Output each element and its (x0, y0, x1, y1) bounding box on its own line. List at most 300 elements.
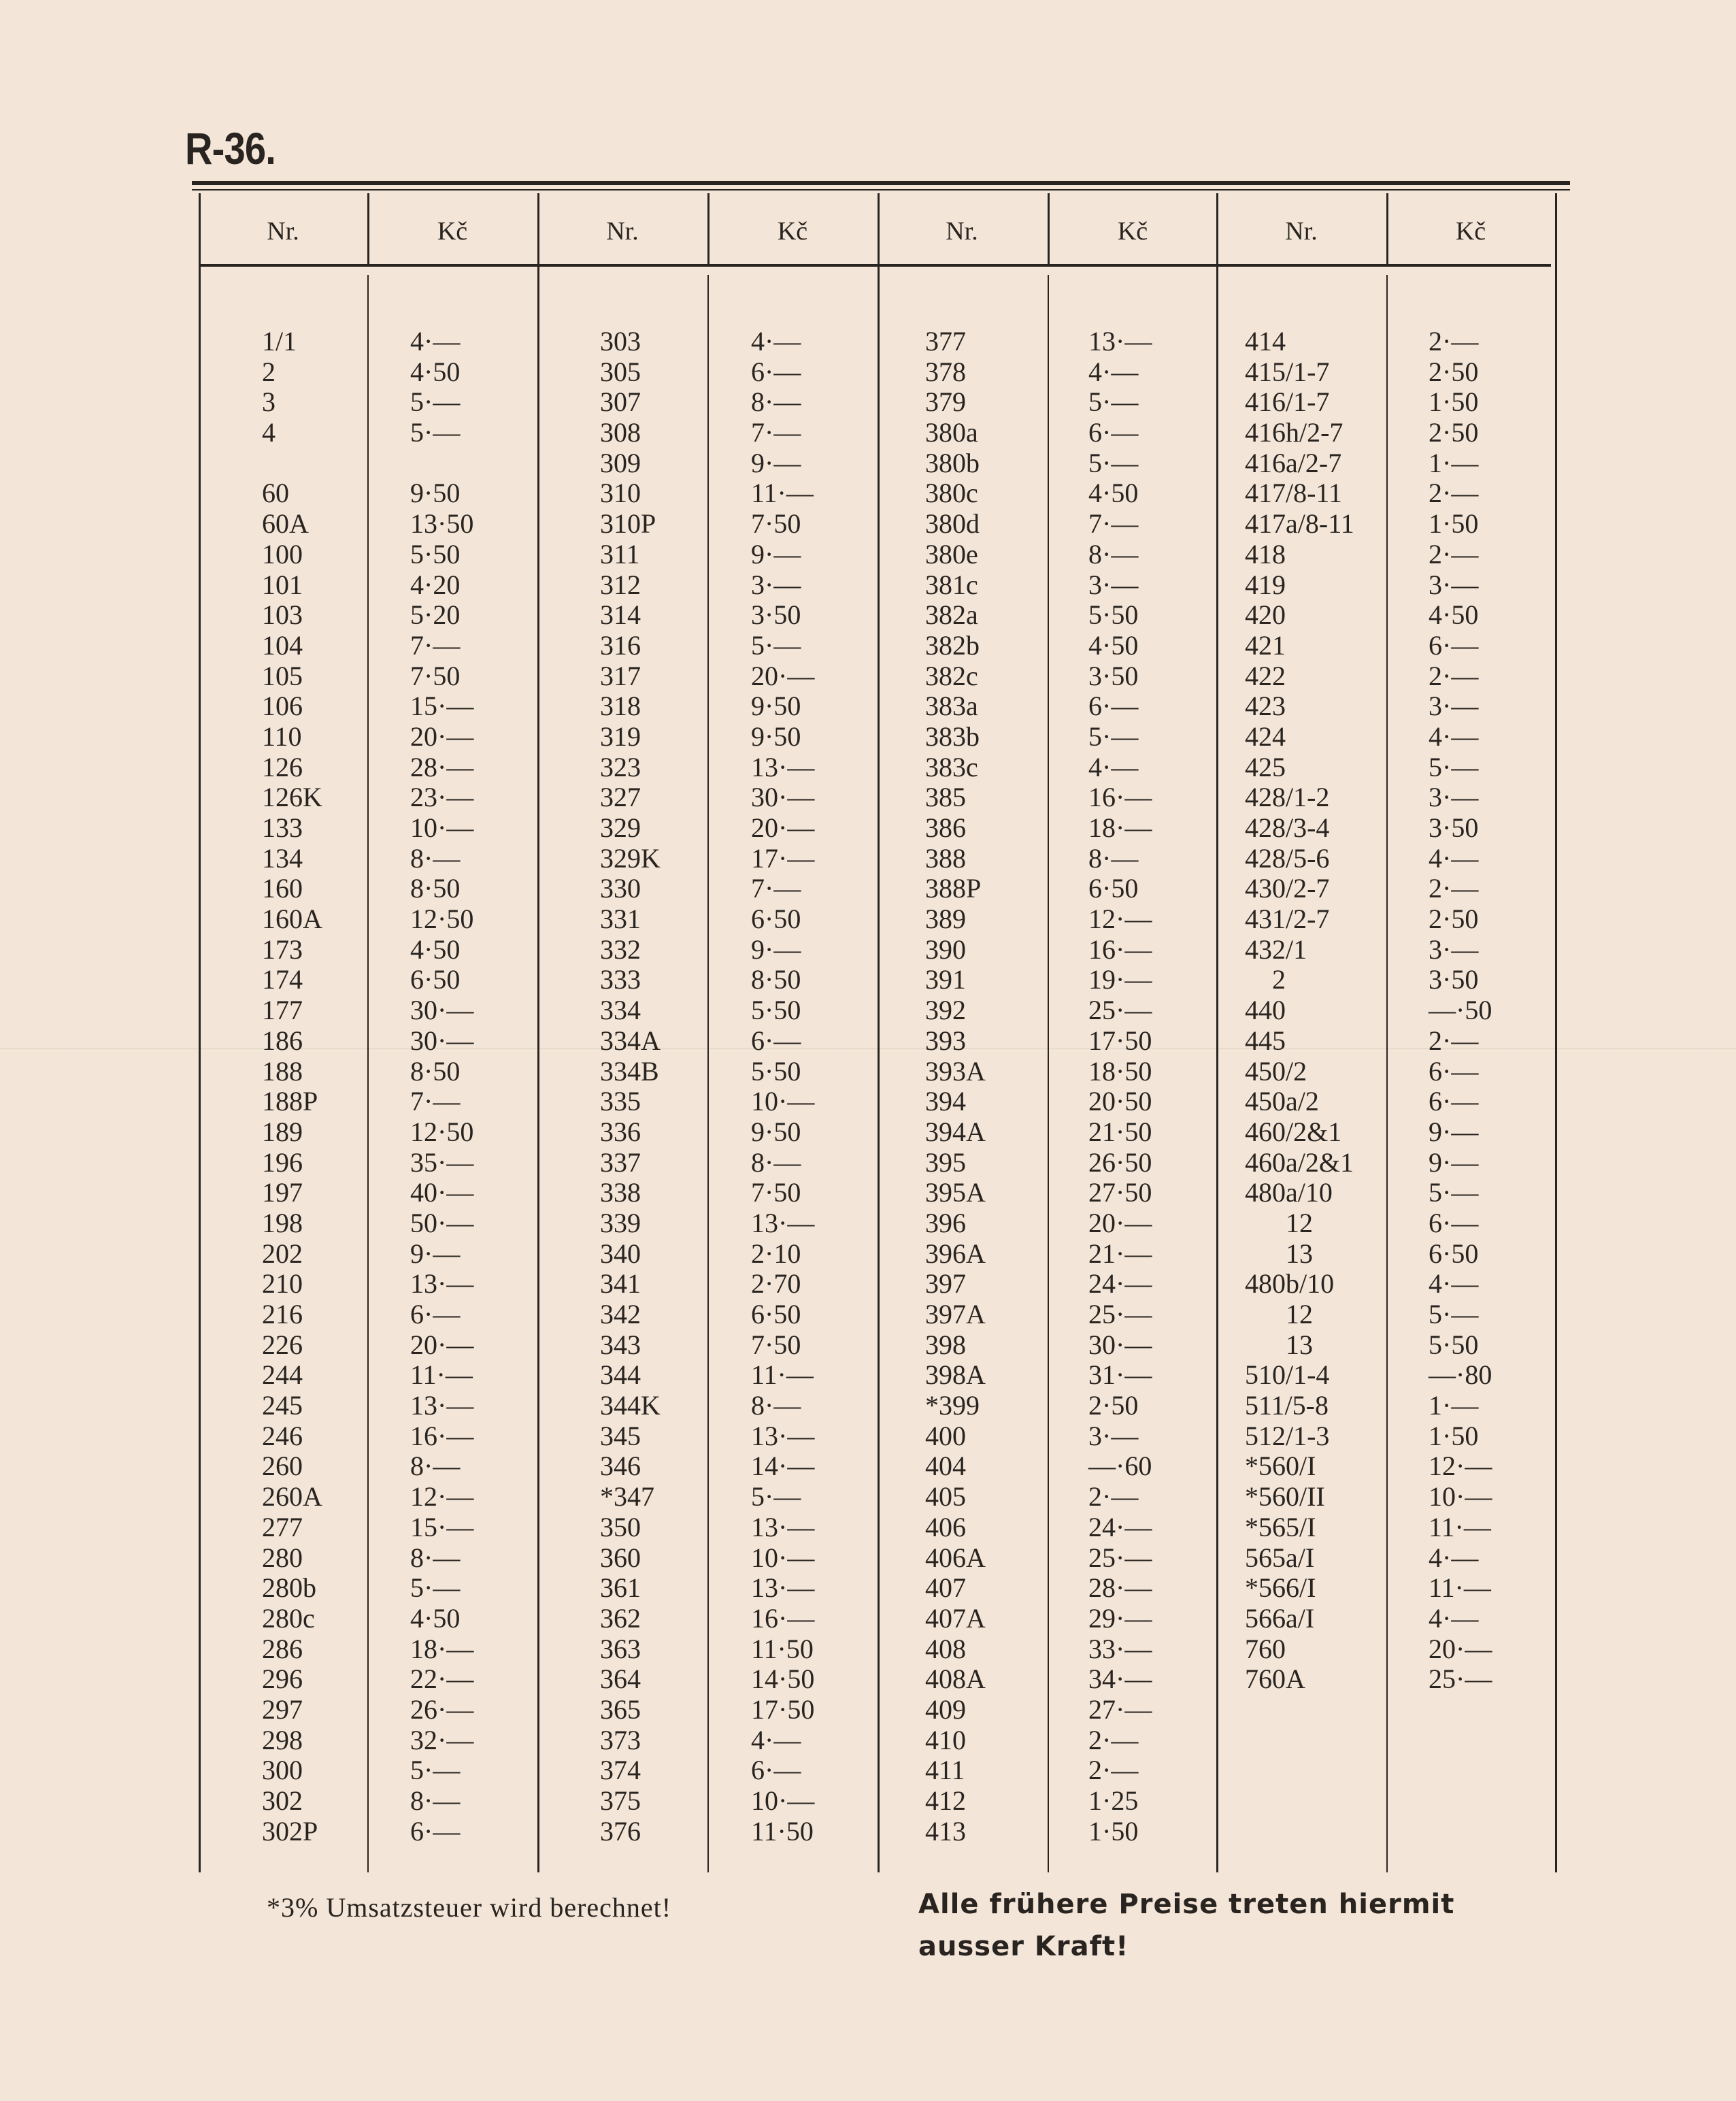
item-number-cell: 380c (925, 478, 978, 509)
nr-column-3 (925, 327, 1068, 1847)
price-cell: 21·50 (1088, 1116, 1152, 1147)
price-cell: 12·50 (410, 904, 474, 935)
price-cell: 7·50 (751, 1329, 801, 1360)
price-cell: 3·— (1429, 569, 1479, 600)
item-number-cell: 420 (1245, 599, 1286, 631)
price-cell: 3·— (1088, 1420, 1139, 1451)
item-number-cell: 318 (600, 691, 641, 722)
header-rule (199, 264, 1551, 267)
price-cell: 6·— (1429, 1055, 1479, 1087)
price-cell: 12·— (410, 1481, 474, 1512)
item-number-cell: 331 (600, 904, 641, 935)
item-number-cell: 189 (262, 1116, 303, 1147)
price-cell (410, 448, 546, 479)
price-cell: 4·— (1429, 842, 1479, 874)
price-cell: 8·— (1088, 538, 1139, 569)
item-number-cell: 407A (925, 1602, 986, 1634)
item-number-cell: 307 (600, 386, 641, 418)
item-number-cell: 2 (262, 356, 276, 387)
item-number-cell: 380e (925, 538, 978, 569)
price-cell: 4·— (1429, 1602, 1479, 1634)
price-cell: 26·50 (1088, 1146, 1152, 1178)
item-number-cell: 417/8-11 (1245, 478, 1342, 509)
price-cell: 2·50 (1429, 904, 1479, 935)
price-cell: 3·50 (1088, 660, 1139, 691)
item-number-cell: 362 (600, 1602, 641, 1634)
item-number-cell: 383a (925, 691, 978, 722)
item-number-cell: 394 (925, 1086, 966, 1117)
item-number-cell: 428/5-6 (1245, 842, 1330, 874)
item-number-cell: 382c (925, 660, 978, 691)
price-cell: 11·50 (751, 1815, 814, 1847)
item-number-cell: 327 (600, 782, 641, 813)
price-cell: 13·— (751, 1207, 815, 1238)
item-number-cell: 510/1-4 (1245, 1359, 1330, 1391)
price-cell: 22·— (410, 1664, 474, 1695)
price-cell: 2·10 (751, 1238, 801, 1269)
item-number-cell: 286 (262, 1633, 303, 1664)
notice-line-1: Alle frühere Preise treten hiermit (918, 1889, 1455, 1920)
item-number-cell: 202 (262, 1238, 303, 1269)
price-cell: 20·50 (1088, 1086, 1152, 1117)
item-number-cell: 394A (925, 1116, 986, 1147)
price-cell: 2·— (1088, 1755, 1139, 1786)
item-number-cell: 373 (600, 1724, 641, 1755)
item-number-cell: 396A (925, 1238, 986, 1269)
item-number-cell: 317 (600, 660, 641, 691)
item-number-cell: 380b (925, 447, 980, 478)
price-cell: 5·— (410, 417, 461, 448)
price-cell: 25·— (1429, 1664, 1492, 1695)
price-cell: 3·— (1088, 569, 1139, 600)
header-nr: Nr. (946, 217, 978, 246)
item-number-cell: 197 (262, 1177, 303, 1208)
price-cell: 5·50 (1088, 599, 1139, 631)
item-number-cell: 415/1-7 (1245, 356, 1330, 387)
price-cell: 33·— (1088, 1633, 1152, 1664)
price-cell: 16·— (751, 1602, 815, 1634)
price-cell: 11·— (1429, 1572, 1491, 1604)
price-cell: 3·— (1429, 782, 1479, 813)
price-cell: 13·50 (410, 508, 474, 540)
item-number-cell: 377 (925, 326, 966, 357)
price-cell: 1·50 (1088, 1815, 1139, 1847)
price-cell: 23·— (410, 782, 474, 813)
price-cell: 21·— (1088, 1238, 1152, 1269)
item-number-cell: 311 (600, 538, 640, 569)
item-number-cell: 105 (262, 660, 303, 691)
price-cell: 24·— (1088, 1268, 1152, 1300)
price-cell: 25·— (1088, 995, 1152, 1026)
price-cell: 4·50 (410, 1602, 461, 1634)
item-number-cell: 310 (600, 478, 641, 509)
item-number-cell: 126K (262, 782, 322, 813)
item-number-cell: 323 (600, 751, 641, 782)
item-number-cell: 566a/I (1245, 1602, 1315, 1634)
price-cell: 3·50 (1429, 964, 1479, 995)
nr-column-1 (262, 327, 405, 1847)
price-cell: 14·50 (751, 1664, 815, 1695)
item-number-cell: 302 (262, 1785, 303, 1816)
price-cell: 13·— (751, 1420, 815, 1451)
price-cell: 1·— (1429, 447, 1479, 478)
price-cell: 5·20 (410, 599, 461, 631)
price-cell: 9·50 (751, 1116, 801, 1147)
item-number-cell: 103 (262, 599, 303, 631)
price-cell: 5·50 (410, 538, 461, 569)
item-number-cell: 416h/2-7 (1245, 417, 1343, 448)
price-cell: 9·— (751, 447, 801, 478)
price-cell: 5·— (1088, 447, 1139, 478)
price-cell: 4·— (751, 1724, 801, 1755)
nr-column-4 (1245, 327, 1388, 1695)
price-cell: 4·20 (410, 569, 461, 600)
item-number-cell: 319 (600, 721, 641, 752)
item-number-cell: 393A (925, 1055, 986, 1087)
price-cell: 31·— (1088, 1359, 1152, 1391)
item-number-cell: 380a (925, 417, 978, 448)
item-number-cell: 411 (925, 1755, 965, 1786)
item-number-cell: 382b (925, 629, 980, 661)
price-cell: 2·50 (1088, 1390, 1139, 1421)
item-number-cell: 416a/2-7 (1245, 447, 1342, 478)
item-number-cell: 423 (1245, 691, 1286, 722)
item-number-cell: 397 (925, 1268, 966, 1300)
item-number-cell: *566/I (1245, 1572, 1316, 1604)
item-number-cell: 316 (600, 629, 641, 661)
notice-line-2: ausser Kraft! (918, 1931, 1129, 1962)
item-number-cell: 378 (925, 356, 966, 387)
item-number-cell: 334 (600, 995, 641, 1026)
item-number-cell: 100 (262, 538, 303, 569)
price-cell: 7·— (1088, 508, 1139, 540)
price-cell: 5·— (410, 1572, 461, 1604)
price-cell: 8·50 (410, 1055, 461, 1087)
price-cell: 4·— (751, 326, 801, 357)
item-number-cell: 309 (600, 447, 641, 478)
item-number-cell: 407 (925, 1572, 966, 1604)
item-number-cell: 417a/8-11 (1245, 508, 1354, 540)
price-cell: 20·— (410, 1329, 474, 1360)
price-cell: 3·— (1429, 933, 1479, 965)
item-number-cell: 280c (262, 1602, 315, 1634)
price-cell: 5·— (1088, 721, 1139, 752)
price-cell: 4·50 (1088, 478, 1139, 509)
price-cell: 13·— (751, 751, 815, 782)
item-number-cell: 480b/10 (1245, 1268, 1335, 1300)
price-cell: 10·— (410, 812, 474, 843)
item-number-cell: 361 (600, 1572, 641, 1604)
item-number-cell: 565a/I (1245, 1542, 1315, 1573)
price-cell: 5·50 (1429, 1329, 1479, 1360)
price-cell: 9·— (751, 933, 801, 965)
price-cell: 5·50 (751, 995, 801, 1026)
item-number-cell: 308 (600, 417, 641, 448)
item-number-cell: 404 (925, 1451, 966, 1482)
price-cell: 9·— (1429, 1146, 1479, 1178)
item-number-cell: 396 (925, 1207, 966, 1238)
item-number-cell: 4 (262, 417, 276, 448)
price-cell: 11·— (751, 1359, 814, 1391)
price-cell: 2·— (1429, 660, 1479, 691)
item-number-cell: 414 (1245, 326, 1286, 357)
item-number-cell: 460a/2&1 (1245, 1146, 1354, 1178)
price-cell: 13·— (410, 1390, 474, 1421)
price-cell: 12·50 (410, 1116, 474, 1147)
item-number-cell: 188 (262, 1055, 303, 1087)
price-cell: 6·50 (410, 964, 461, 995)
item-number-cell: 246 (262, 1420, 303, 1451)
price-cell: 12·— (1088, 904, 1152, 935)
item-number-cell: 300 (262, 1755, 303, 1786)
item-number-cell: 1/1 (262, 326, 297, 357)
item-number-cell: 383c (925, 751, 978, 782)
price-cell: 4·— (1429, 1542, 1479, 1573)
item-number-cell: 382a (925, 599, 978, 631)
price-cell: 9·— (410, 1238, 461, 1269)
item-number-cell: 104 (262, 629, 303, 661)
item-number-cell: 412 (925, 1785, 966, 1816)
price-cell: 26·— (410, 1693, 474, 1725)
notice (918, 1883, 1531, 1968)
item-number-cell: 391 (925, 964, 966, 995)
price-cell: 5·— (1429, 1299, 1479, 1329)
price-cell: 4·50 (410, 356, 461, 387)
price-cell: 9·50 (751, 691, 801, 722)
price-cell: 6·— (751, 356, 801, 387)
price-cell: 6·— (410, 1299, 461, 1329)
price-cell: 8·— (751, 386, 801, 418)
price-cell: 6·— (751, 1755, 801, 1786)
item-number-cell: 409 (925, 1693, 966, 1725)
item-number-cell: 133 (262, 812, 303, 843)
price-cell: 18·50 (1088, 1055, 1152, 1087)
item-number-cell: 424 (1245, 721, 1286, 752)
price-cell: 16·— (1088, 933, 1152, 965)
price-cell: 8·50 (410, 873, 461, 904)
item-number-cell: 380d (925, 508, 980, 540)
header-kc: Kč (437, 217, 468, 246)
item-number-cell: 445 (1245, 1025, 1286, 1056)
item-number-cell: 245 (262, 1390, 303, 1421)
item-number-cell: 314 (600, 599, 641, 631)
price-cell: 4·— (410, 326, 461, 357)
item-number-cell: *399 (925, 1390, 980, 1421)
item-number-cell: 260A (262, 1481, 322, 1512)
item-number-cell: 760A (1245, 1664, 1305, 1695)
price-cell: 50·— (410, 1207, 474, 1238)
item-number-cell: 379 (925, 386, 966, 418)
item-number-cell: 450/2 (1245, 1055, 1307, 1087)
price-cell: 4·— (1088, 751, 1139, 782)
kc-column-1 (410, 327, 546, 1847)
item-number-cell: 13 (1245, 1329, 1313, 1360)
kc-column-3 (1088, 327, 1224, 1847)
price-cell: 6·— (1088, 691, 1139, 722)
price-cell: 8·— (751, 1146, 801, 1178)
price-cell: 2·— (1429, 1025, 1479, 1056)
price-cell: 2·50 (1429, 417, 1479, 448)
price-cell: 15·— (410, 691, 474, 722)
header-nr: Nr. (1285, 217, 1318, 246)
item-number-cell: 428/1-2 (1245, 782, 1330, 813)
price-cell: 2·70 (751, 1268, 801, 1300)
price-cell: 2·— (1429, 538, 1479, 569)
price-cell: 9·50 (410, 478, 461, 509)
price-cell: 8·— (410, 842, 461, 874)
price-cell: —·80 (1429, 1359, 1492, 1391)
item-number-cell: 330 (600, 873, 641, 904)
price-cell: 17·50 (1088, 1025, 1152, 1056)
price-cell: 6·— (1429, 1207, 1479, 1238)
item-number-cell: 393 (925, 1025, 966, 1056)
item-number-cell: 302P (262, 1815, 318, 1847)
price-cell: —·60 (1088, 1451, 1152, 1482)
item-number-cell: 400 (925, 1420, 966, 1451)
price-cell: 28·— (1088, 1572, 1152, 1604)
item-number-cell: 312 (600, 569, 641, 600)
price-cell: 20·— (410, 721, 474, 752)
item-number-cell: 431/2-7 (1245, 904, 1330, 935)
price-cell: 30·— (410, 1025, 474, 1056)
price-cell: 14·— (751, 1451, 815, 1482)
item-number-cell: 280 (262, 1542, 303, 1573)
item-number-cell: 760 (1245, 1633, 1286, 1664)
price-cell: 20·— (1429, 1633, 1492, 1664)
price-cell: 2·— (1088, 1724, 1139, 1755)
item-number-cell: 430/2-7 (1245, 873, 1330, 904)
header-nr: Nr. (606, 217, 639, 246)
price-cell: 5·— (1088, 386, 1139, 418)
price-cell: 1·50 (1429, 508, 1479, 540)
item-number-cell: *347 (600, 1481, 654, 1512)
price-cell: 4·— (1429, 1268, 1479, 1300)
item-number-cell: 408A (925, 1664, 986, 1695)
item-number-cell: 334B (600, 1055, 659, 1087)
price-cell: 20·— (751, 812, 815, 843)
price-cell: 18·— (410, 1633, 474, 1664)
item-number-cell: 388P (925, 873, 982, 904)
item-number-cell: *560/I (1245, 1451, 1316, 1482)
item-number-cell: 341 (600, 1268, 641, 1300)
item-number-cell: 376 (600, 1815, 641, 1847)
item-number-cell: 280b (262, 1572, 316, 1604)
column-divider (707, 193, 710, 267)
price-cell: 2·— (1429, 478, 1479, 509)
item-number-cell: 334A (600, 1025, 661, 1056)
item-number-cell: 60A (262, 508, 309, 540)
price-cell: 5·— (1429, 751, 1479, 782)
price-cell: 3·— (1429, 691, 1479, 722)
kc-column-4 (1429, 327, 1565, 1695)
item-number-cell: 332 (600, 933, 641, 965)
item-number-cell: 2 (1245, 964, 1286, 995)
item-number-cell: 210 (262, 1268, 303, 1300)
item-number-cell: 389 (925, 904, 966, 935)
price-cell: 27·50 (1088, 1177, 1152, 1208)
price-cell: 13·— (410, 1268, 474, 1300)
item-number-cell: 432/1 (1245, 933, 1307, 965)
header-nr: Nr. (267, 217, 299, 246)
price-cell: 7·— (751, 873, 801, 904)
header-kc: Kč (1117, 217, 1148, 246)
price-cell: 24·— (1088, 1511, 1152, 1542)
price-cell: 8·50 (751, 964, 801, 995)
item-number-cell: 398 (925, 1329, 966, 1360)
item-number-cell: 244 (262, 1359, 303, 1391)
item-number-cell: 344K (600, 1390, 661, 1421)
item-number-cell: 440 (1245, 995, 1286, 1026)
price-cell: 1·50 (1429, 386, 1479, 418)
item-number-cell: 374 (600, 1755, 641, 1786)
item-number-cell: 329K (600, 842, 661, 874)
item-number-cell: 397A (925, 1299, 986, 1329)
item-number-cell: 134 (262, 842, 303, 874)
price-cell: 8·— (751, 1390, 801, 1421)
document-title: R-36. (185, 123, 276, 173)
price-cell: 15·— (410, 1511, 474, 1542)
item-number-cell: 160A (262, 904, 322, 935)
price-cell: 28·— (410, 751, 474, 782)
price-cell: —·50 (1429, 995, 1492, 1026)
item-number-cell: 460/2&1 (1245, 1116, 1342, 1147)
item-number-cell: 395A (925, 1177, 986, 1208)
price-cell: 6·— (1088, 417, 1139, 448)
item-number-cell: 110 (262, 721, 302, 752)
nr-column-2 (600, 327, 743, 1847)
item-number-cell: *565/I (1245, 1511, 1316, 1542)
item-number-cell: 342 (600, 1299, 641, 1329)
item-number-cell: 13 (1245, 1238, 1313, 1269)
item-number-cell: 385 (925, 782, 966, 813)
item-number-cell: 346 (600, 1451, 641, 1482)
price-cell: 3·— (751, 569, 801, 600)
item-number-cell: 3 (262, 386, 276, 418)
item-number-cell: 173 (262, 933, 303, 965)
price-cell: 10·— (751, 1542, 815, 1573)
header-kc: Kč (777, 217, 808, 246)
item-number-cell: 398A (925, 1359, 986, 1391)
item-number-cell: 12 (1245, 1299, 1313, 1329)
top-rule (192, 181, 1570, 185)
item-number-cell: 305 (600, 356, 641, 387)
item-number-cell: 365 (600, 1693, 641, 1725)
item-number-cell: 126 (262, 751, 303, 782)
item-number-cell: 383b (925, 721, 980, 752)
item-number-cell: 188P (262, 1086, 318, 1117)
item-number-cell: 345 (600, 1420, 641, 1451)
item-number-cell: 405 (925, 1481, 966, 1512)
price-cell: 40·— (410, 1177, 474, 1208)
price-cell: 8·— (1088, 842, 1139, 874)
item-number-cell: 395 (925, 1146, 966, 1178)
item-number-cell: 12 (1245, 1207, 1313, 1238)
item-number-cell: 297 (262, 1693, 303, 1725)
item-number-cell: 512/1-3 (1245, 1420, 1330, 1451)
item-number-cell: 303 (600, 326, 641, 357)
item-number-cell: 350 (600, 1511, 641, 1542)
item-number-cell: 421 (1245, 629, 1286, 661)
price-cell: 16·— (410, 1420, 474, 1451)
item-number-cell: 410 (925, 1724, 966, 1755)
price-cell: 1·— (1429, 1390, 1479, 1421)
price-cell: 20·— (1088, 1207, 1152, 1238)
item-number-cell: 196 (262, 1146, 303, 1178)
item-number-cell: 336 (600, 1116, 641, 1147)
item-number-cell: 198 (262, 1207, 303, 1238)
item-number-cell: 363 (600, 1633, 641, 1664)
column-divider (1048, 193, 1050, 267)
